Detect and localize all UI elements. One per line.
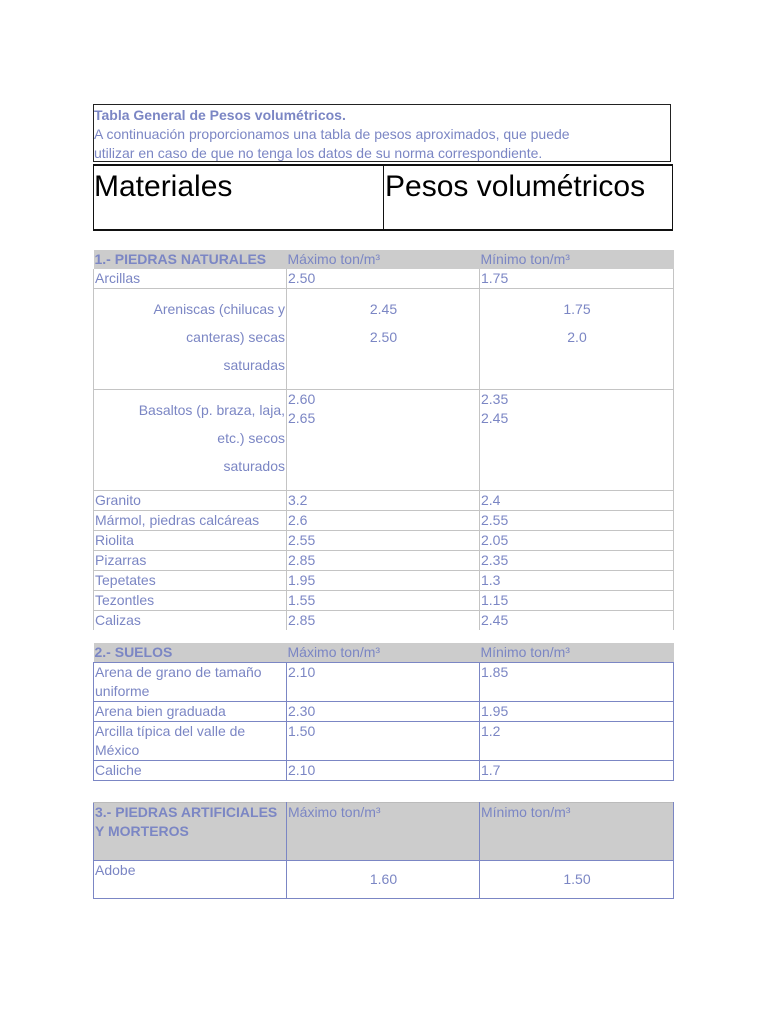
max-value-line: 2.65 [288, 410, 316, 426]
material-name: Tezontles [94, 591, 287, 611]
table-row [94, 663, 674, 702]
material-name: Pizarras [94, 551, 287, 571]
table-row [94, 511, 674, 531]
table-suelos [93, 643, 674, 781]
max-value: 2.30 [287, 702, 480, 722]
max-label: Máximo ton/m³ [287, 250, 480, 269]
max-value: 1.95 [287, 571, 480, 591]
material-name: Arcilla típica del valle de México [94, 722, 287, 761]
max-label: Máximo ton/m³ [287, 643, 480, 663]
min-value: 2.35 [480, 551, 674, 571]
table-row [94, 761, 674, 781]
section-title: 1.- PIEDRAS NATURALES [94, 250, 287, 269]
max-value-line: 2.50 [369, 329, 398, 345]
max-label: Máximo ton/m³ [287, 803, 480, 861]
material-name: Tepetates [94, 571, 287, 591]
min-value-line: 2.45 [481, 410, 509, 426]
material-name [94, 289, 287, 390]
table-row [94, 861, 674, 899]
intro-text-line2: utilizar en caso de que no tenga los datos de su norma correspondiente. [94, 145, 543, 161]
table-row [94, 551, 674, 571]
column-header [93, 164, 673, 231]
max-value: 2.10 [287, 761, 480, 781]
material-name-line: Basaltos (p. braza, laja, [138, 402, 285, 418]
material-name-line: canteras) secas [186, 329, 285, 345]
min-value: 1.7 [480, 761, 674, 781]
material-name: Granito [94, 491, 287, 511]
max-value: 2.6 [287, 511, 480, 531]
min-value [480, 289, 674, 390]
min-value: 2.4 [480, 491, 674, 511]
material-name-line: Areniscas (chilucas y [153, 301, 285, 317]
min-value-line: 1.75 [563, 301, 591, 317]
max-value-line: 2.60 [288, 391, 316, 407]
max-value: 1.55 [287, 591, 480, 611]
min-value-line: 2.35 [481, 391, 509, 407]
max-value: 2.50 [287, 269, 480, 289]
header-pesos: Pesos volumétricos [385, 170, 646, 203]
min-value-line: 2.0 [567, 329, 587, 345]
min-value: 2.05 [480, 531, 674, 551]
table-row [94, 491, 674, 511]
table-row [94, 390, 674, 491]
max-value-line: 2.45 [369, 301, 398, 317]
material-name: Caliche [94, 761, 287, 781]
intro-text-line1: A continuación proporcionamos una tabla de pesos aproximados, que puede [94, 126, 570, 142]
table-row [94, 722, 674, 761]
min-value: 2.45 [480, 611, 674, 631]
section-title: 2.- SUELOS [94, 643, 287, 663]
material-name: Riolita [94, 531, 287, 551]
min-label: Mínimo ton/m³ [480, 643, 674, 663]
table-row [94, 269, 674, 289]
max-value: 1.60 [287, 861, 480, 899]
min-value [480, 390, 674, 491]
min-label: Mínimo ton/m³ [480, 803, 674, 861]
header-materiales: Materiales [94, 166, 384, 229]
material-name: Arena de grano de tamaño uniforme [94, 663, 287, 702]
min-value: 1.85 [480, 663, 674, 702]
material-name [94, 390, 287, 491]
table-row [94, 531, 674, 551]
min-value: 2.55 [480, 511, 674, 531]
table-header-row [94, 250, 674, 269]
material-name: Mármol, piedras calcáreas [94, 511, 287, 531]
table-row [94, 611, 674, 631]
max-value: 3.2 [287, 491, 480, 511]
material-name: Calizas [94, 611, 287, 631]
material-name-line: etc.) secos [217, 430, 285, 446]
min-value: 1.2 [480, 722, 674, 761]
table-row [94, 591, 674, 611]
min-value: 1.75 [480, 269, 674, 289]
material-name: Adobe [94, 861, 287, 899]
min-value: 1.15 [480, 591, 674, 611]
min-label: Mínimo ton/m³ [480, 250, 674, 269]
max-value [287, 390, 480, 491]
min-value: 1.50 [480, 861, 674, 899]
table-row [94, 289, 674, 390]
material-name: Arena bien graduada [94, 702, 287, 722]
intro-title: Tabla General de Pesos volumétricos. [94, 107, 346, 123]
max-value: 2.55 [287, 531, 480, 551]
min-value: 1.3 [480, 571, 674, 591]
table-row [94, 571, 674, 591]
max-value [287, 289, 480, 390]
section-title: 3.- PIEDRAS ARTIFICIALES Y MORTEROS [94, 803, 287, 861]
material-name-line: saturados [223, 458, 285, 474]
max-value: 1.50 [287, 722, 480, 761]
table-piedras-artificiales [93, 802, 674, 899]
min-value: 1.95 [480, 702, 674, 722]
table-piedras-naturales [93, 250, 674, 630]
table-header-row [94, 803, 674, 861]
max-value: 2.85 [287, 611, 480, 631]
intro-box [93, 104, 671, 162]
table-row [94, 702, 674, 722]
max-value: 2.10 [287, 663, 480, 702]
max-value: 2.85 [287, 551, 480, 571]
table-header-row [94, 643, 674, 663]
material-name-line: saturadas [223, 357, 285, 373]
material-name: Arcillas [94, 269, 287, 289]
